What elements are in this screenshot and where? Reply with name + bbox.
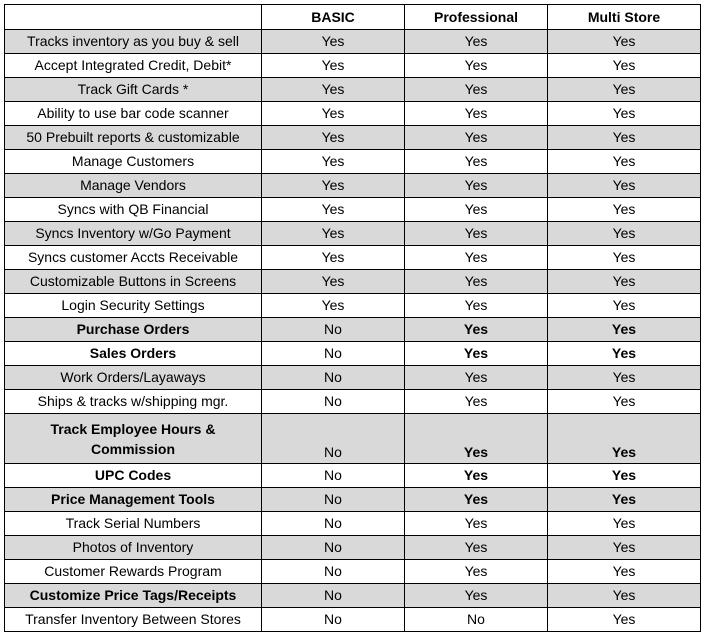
- table-row: [5, 150, 701, 174]
- multi-store-cell: Yes: [548, 30, 701, 54]
- feature-cell: Customizable Buttons in Screens: [5, 270, 262, 294]
- header-multi-store: Multi Store: [548, 5, 701, 30]
- table-row: [5, 54, 701, 78]
- table-row: [5, 488, 701, 512]
- header-professional: Professional: [405, 5, 548, 30]
- feature-cell: Tracks inventory as you buy & sell: [5, 30, 262, 54]
- table-row: [5, 294, 701, 318]
- feature-cell: Photos of Inventory: [5, 536, 262, 560]
- professional-cell: Yes: [405, 318, 548, 342]
- professional-cell: Yes: [405, 366, 548, 390]
- table-row: [5, 30, 701, 54]
- professional-cell: Yes: [405, 102, 548, 126]
- multi-store-cell: Yes: [548, 54, 701, 78]
- basic-cell: Yes: [262, 198, 405, 222]
- feature-cell: Ships & tracks w/shipping mgr.: [5, 390, 262, 414]
- professional-cell: Yes: [405, 464, 548, 488]
- professional-cell: Yes: [405, 584, 548, 608]
- professional-cell: Yes: [405, 270, 548, 294]
- table-row: [5, 318, 701, 342]
- feature-cell: Customer Rewards Program: [5, 560, 262, 584]
- basic-cell: No: [262, 536, 405, 560]
- multi-store-cell: Yes: [548, 294, 701, 318]
- multi-store-cell: Yes: [548, 512, 701, 536]
- multi-store-cell: Yes: [548, 536, 701, 560]
- basic-cell: No: [262, 488, 405, 512]
- professional-cell: Yes: [405, 30, 548, 54]
- header-row: [5, 5, 701, 30]
- basic-cell: Yes: [262, 102, 405, 126]
- basic-cell: No: [262, 414, 405, 464]
- professional-cell: Yes: [405, 150, 548, 174]
- table-row: [5, 342, 701, 366]
- multi-store-cell: Yes: [548, 174, 701, 198]
- basic-cell: No: [262, 608, 405, 632]
- table-row: [5, 560, 701, 584]
- basic-cell: No: [262, 342, 405, 366]
- table-row: [5, 126, 701, 150]
- feature-comparison-table: [4, 4, 701, 632]
- professional-cell: Yes: [405, 174, 548, 198]
- professional-cell: Yes: [405, 78, 548, 102]
- feature-cell: Login Security Settings: [5, 294, 262, 318]
- feature-cell: Syncs with QB Financial: [5, 198, 262, 222]
- feature-cell: Accept Integrated Credit, Debit*: [5, 54, 262, 78]
- multi-store-cell: Yes: [548, 488, 701, 512]
- basic-cell: No: [262, 366, 405, 390]
- basic-cell: Yes: [262, 174, 405, 198]
- basic-cell: Yes: [262, 78, 405, 102]
- table-row: [5, 512, 701, 536]
- feature-cell: Track Gift Cards *: [5, 78, 262, 102]
- feature-cell: Transfer Inventory Between Stores: [5, 608, 262, 632]
- basic-cell: Yes: [262, 294, 405, 318]
- feature-cell: Track Serial Numbers: [5, 512, 262, 536]
- basic-cell: Yes: [262, 270, 405, 294]
- basic-cell: Yes: [262, 54, 405, 78]
- feature-cell: Manage Customers: [5, 150, 262, 174]
- table-row: [5, 536, 701, 560]
- multi-store-cell: Yes: [548, 608, 701, 632]
- feature-cell: Customize Price Tags/Receipts: [5, 584, 262, 608]
- basic-cell: No: [262, 512, 405, 536]
- multi-store-cell: Yes: [548, 366, 701, 390]
- basic-cell: Yes: [262, 246, 405, 270]
- professional-cell: Yes: [405, 126, 548, 150]
- table-row: [5, 390, 701, 414]
- table-row: [5, 270, 701, 294]
- multi-store-cell: Yes: [548, 150, 701, 174]
- table-row: [5, 222, 701, 246]
- table-row: [5, 198, 701, 222]
- professional-cell: Yes: [405, 54, 548, 78]
- multi-store-cell: Yes: [548, 342, 701, 366]
- multi-store-cell: Yes: [548, 560, 701, 584]
- table-row: [5, 414, 701, 464]
- basic-cell: No: [262, 464, 405, 488]
- basic-cell: Yes: [262, 222, 405, 246]
- multi-store-cell: Yes: [548, 126, 701, 150]
- basic-cell: No: [262, 560, 405, 584]
- feature-cell: Purchase Orders: [5, 318, 262, 342]
- professional-cell: Yes: [405, 222, 548, 246]
- basic-cell: No: [262, 584, 405, 608]
- table-row: [5, 78, 701, 102]
- table-row: [5, 174, 701, 198]
- feature-cell: Syncs customer Accts Receivable: [5, 246, 262, 270]
- header-feature: [5, 5, 262, 30]
- professional-cell: No: [405, 608, 548, 632]
- table-row: [5, 366, 701, 390]
- multi-store-cell: Yes: [548, 414, 701, 464]
- multi-store-cell: Yes: [548, 270, 701, 294]
- feature-cell: Ability to use bar code scanner: [5, 102, 262, 126]
- basic-cell: Yes: [262, 30, 405, 54]
- basic-cell: No: [262, 390, 405, 414]
- feature-cell: Price Management Tools: [5, 488, 262, 512]
- professional-cell: Yes: [405, 536, 548, 560]
- multi-store-cell: Yes: [548, 102, 701, 126]
- feature-cell: UPC Codes: [5, 464, 262, 488]
- basic-cell: Yes: [262, 150, 405, 174]
- professional-cell: Yes: [405, 198, 548, 222]
- basic-cell: No: [262, 318, 405, 342]
- feature-cell: 50 Prebuilt reports & customizable: [5, 126, 262, 150]
- professional-cell: Yes: [405, 342, 548, 366]
- table-row: [5, 464, 701, 488]
- multi-store-cell: Yes: [548, 246, 701, 270]
- professional-cell: Yes: [405, 488, 548, 512]
- feature-cell: Manage Vendors: [5, 174, 262, 198]
- multi-store-cell: Yes: [548, 198, 701, 222]
- feature-cell: Sales Orders: [5, 342, 262, 366]
- professional-cell: Yes: [405, 294, 548, 318]
- table-row: [5, 246, 701, 270]
- professional-cell: Yes: [405, 414, 548, 464]
- multi-store-cell: Yes: [548, 78, 701, 102]
- basic-cell: Yes: [262, 126, 405, 150]
- multi-store-cell: Yes: [548, 584, 701, 608]
- header-basic: BASIC: [262, 5, 405, 30]
- professional-cell: Yes: [405, 390, 548, 414]
- table-row: [5, 608, 701, 632]
- multi-store-cell: Yes: [548, 464, 701, 488]
- multi-store-cell: Yes: [548, 318, 701, 342]
- multi-store-cell: Yes: [548, 222, 701, 246]
- feature-cell: Work Orders/Layaways: [5, 366, 262, 390]
- multi-store-cell: Yes: [548, 390, 701, 414]
- professional-cell: Yes: [405, 246, 548, 270]
- feature-cell: Track Employee Hours & Commission: [5, 414, 262, 464]
- professional-cell: Yes: [405, 560, 548, 584]
- professional-cell: Yes: [405, 512, 548, 536]
- table-row: [5, 584, 701, 608]
- table-row: [5, 102, 701, 126]
- feature-cell: Syncs Inventory w/Go Payment: [5, 222, 262, 246]
